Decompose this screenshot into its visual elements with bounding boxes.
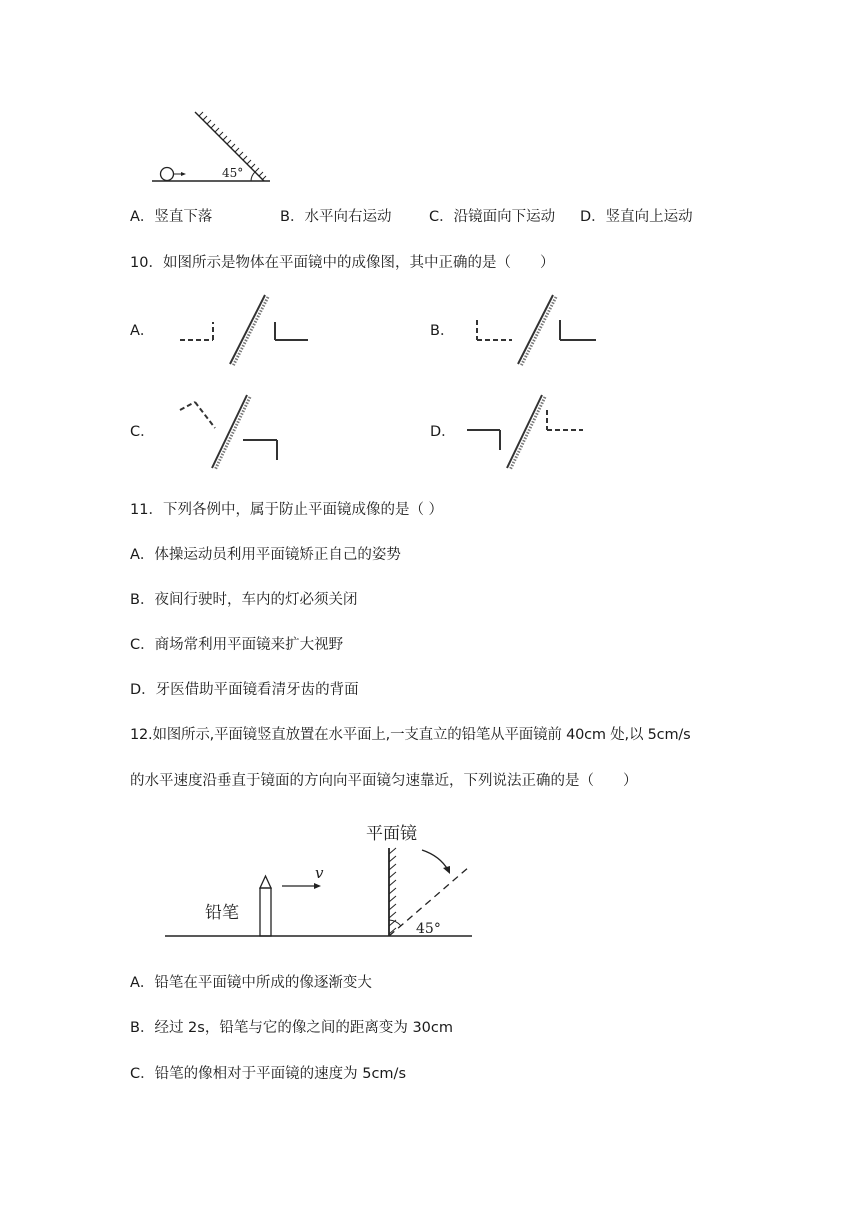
q10-figure-c xyxy=(175,390,285,479)
q9-option-d: D．竖直向上运动 xyxy=(580,209,693,225)
q11-option-b: B．夜间行驶时，车内的灯必须关闭 xyxy=(130,592,358,608)
q11-option-a: A．体操运动员利用平面镜矫正自己的姿势 xyxy=(130,547,401,563)
q9-option-a: A．竖直下落 xyxy=(130,209,213,225)
q11-stem: 11．下列各例中，属于防止平面镜成像的是（ ） xyxy=(130,502,444,518)
q11-option-c: C．商场常利用平面镜来扩大视野 xyxy=(130,637,344,653)
q10-label-b: B． xyxy=(430,323,455,339)
mirror-label: 平面镜 xyxy=(366,824,417,844)
q11-option-d: D．牙医借助平面镜看清牙齿的背面 xyxy=(130,682,359,698)
q12-stem-line1: 12.如图所示,平面镜竖直放置在水平面上,一支直立的铅笔从平面镜前 40cm 处,以 5cm/s xyxy=(130,727,691,743)
q12-stem-line2: 的水平速度沿垂直于镜面的方向向平面镜匀速靠近，下列说法正确的是（ ） xyxy=(130,773,638,789)
q9-angle-label: 45° xyxy=(222,166,244,180)
q10-label-a: A． xyxy=(130,323,155,339)
pencil-label: 铅笔 xyxy=(205,903,239,923)
q12-figure xyxy=(160,820,480,949)
q9-figure xyxy=(150,108,275,192)
q9-option-b: B．水平向右运动 xyxy=(280,209,392,225)
q12-option-c: C．铅笔的像相对于平面镜的速度为 5cm/s xyxy=(130,1066,406,1082)
q10-figure-b xyxy=(470,290,610,374)
q9-option-c: C．沿镜面向下运动 xyxy=(429,209,556,225)
q10-figure-d xyxy=(465,390,590,479)
q12-angle-label: 45° xyxy=(416,921,441,937)
q10-label-d: D． xyxy=(430,424,456,440)
q10-label-c: C． xyxy=(130,424,155,440)
q12-option-a: A．铅笔在平面镜中所成的像逐渐变大 xyxy=(130,975,372,991)
velocity-label: v xyxy=(315,864,324,882)
q12-option-b: B．经过 2s，铅笔与它的像之间的距离变为 30cm xyxy=(130,1020,453,1036)
q10-stem: 10．如图所示是物体在平面镜中的成像图，其中正确的是（ ） xyxy=(130,255,555,271)
q10-figure-a xyxy=(175,290,315,374)
